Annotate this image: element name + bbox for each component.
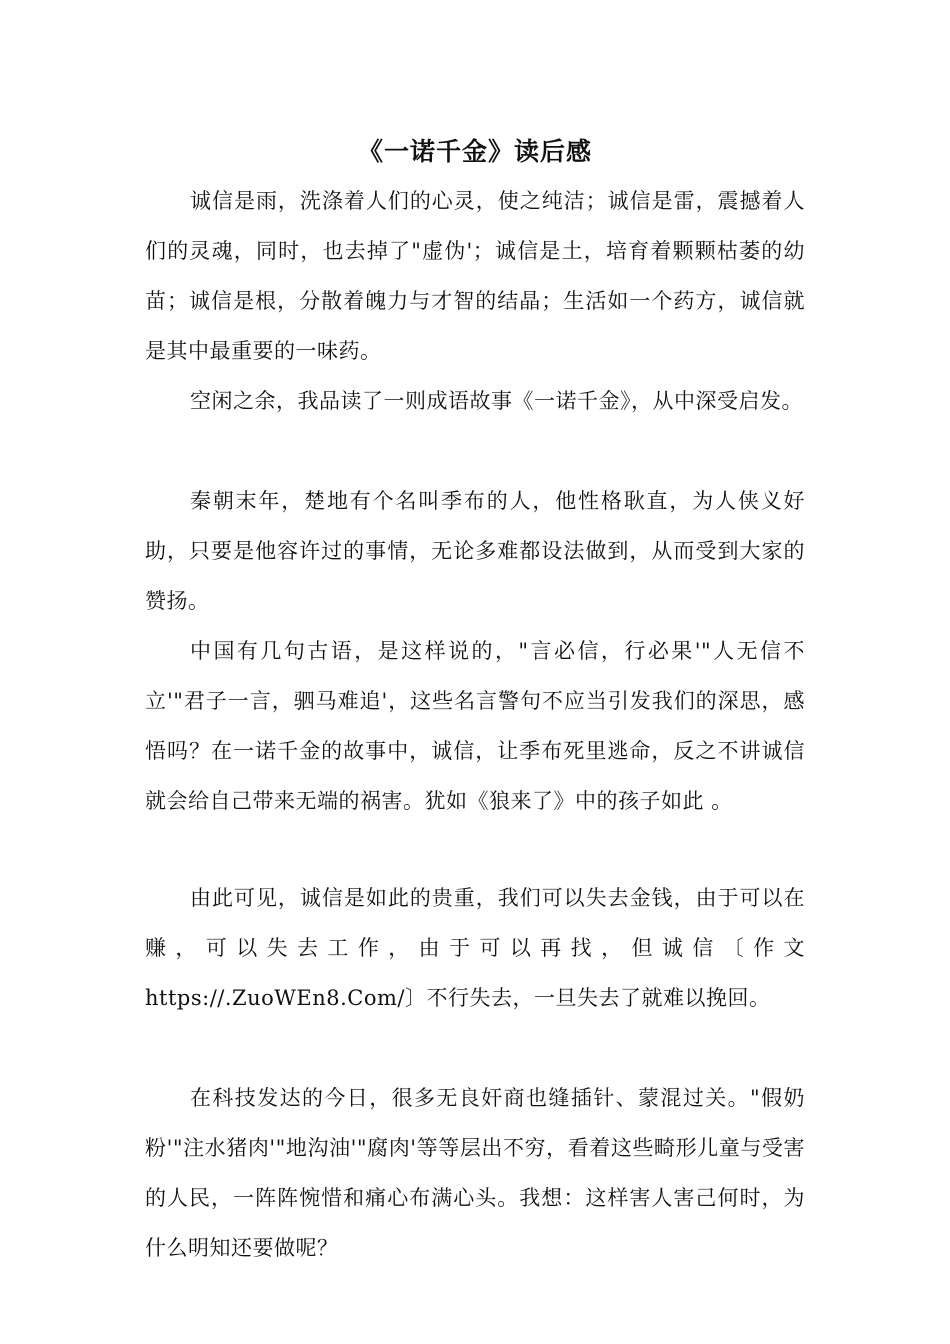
document-title: 《一诺千金》读后感: [357, 137, 592, 166]
paragraph-3: 秦朝末年，楚地有个名叫季布的人，他性格耿直，为人侠义好助，只要是他容许过的事情，无论多难都设法做到，从而受到大家的赞扬。: [145, 489, 805, 613]
paragraph-6: 在科技发达的今日，很多无良奸商也缝插针、蒙混过关。"假奶粉'"注水猪肉'"地沟油'"腐肉'等等层出不穷，看着这些畸形儿童与受害的人民，一阵阵惋惜和痛心布满心头。我想：这样害人害己何时，为什么明知还要做呢？: [145, 1086, 805, 1260]
paragraph-4: 中国有几句古语，是这样说的，"言必信，行必果'"人无信不立'"君子一言，驷马难追'，这些名言警句不应当引发我们的深思，感悟吗？在一诺千金的故事中，诚信，让季布死里逃命，反之不讲诚信就会给自己带来无端的祸害。犹如《狼来了》中的孩子如此 。: [145, 639, 805, 813]
paragraph-5: 由此可见，诚信是如此的贵重，我们可以失去金钱，由于可以在赚，可以失去工作，由于可以再找，但诚信〔作文https://.ZuoWEn8.Com/〕不行失去，一旦失去了就难以挽回。: [145, 886, 805, 1010]
paragraph-2: 空闲之余，我品读了一则成语故事《一诺千金》，从中深受启发。: [190, 389, 803, 413]
paragraph-1: 诚信是雨，洗涤着人们的心灵，使之纯洁；诚信是雷，震撼着人们的灵魂，同时，也去掉了"虚伪'；诚信是土，培育着颗颗枯萎的幼苗；诚信是根，分散着魄力与才智的结晶；生活如一个药方，诚信就是其中最重要的一味药。: [145, 189, 805, 363]
